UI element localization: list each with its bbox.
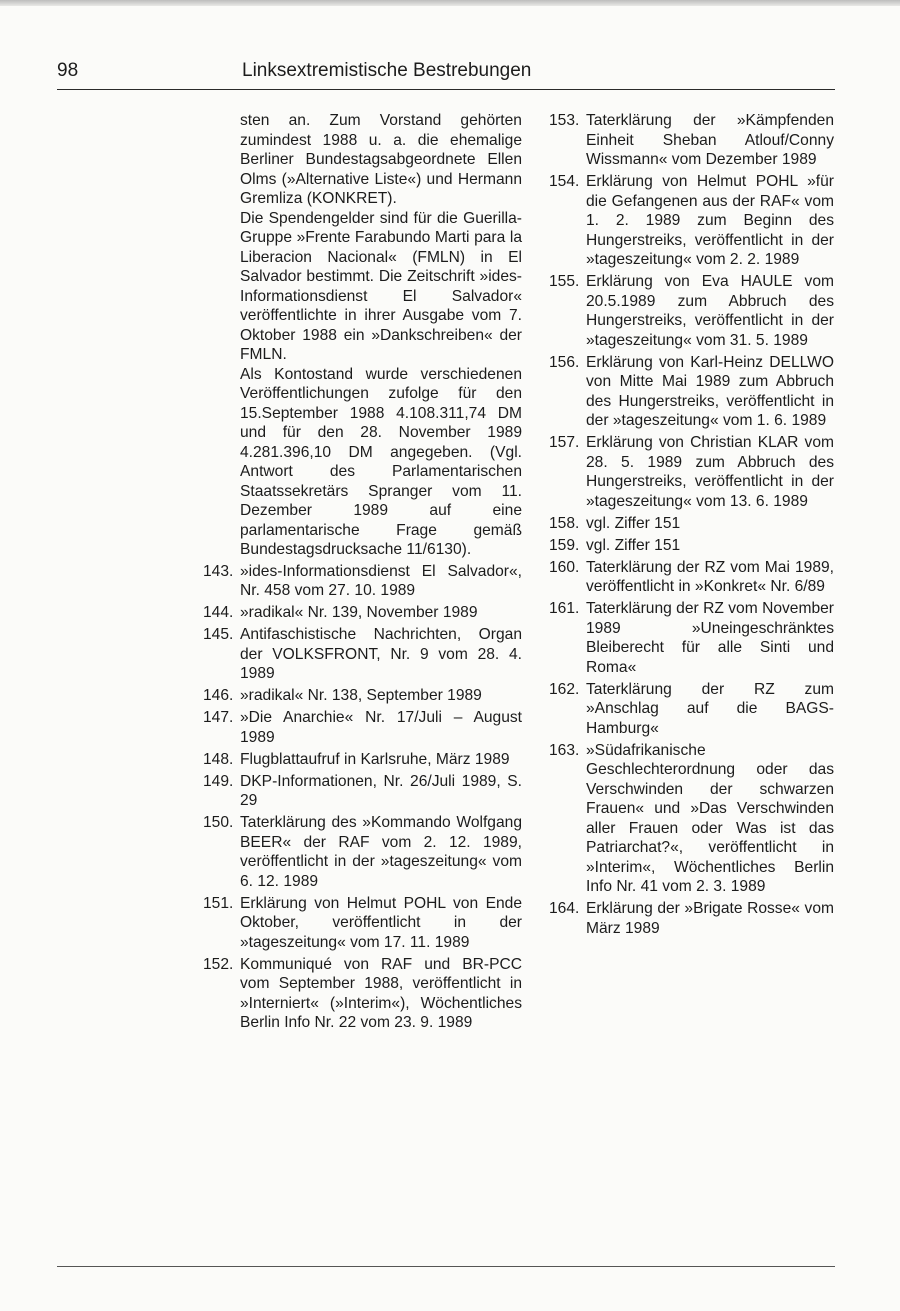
endnote-text: vgl. Ziffer 151 — [586, 536, 681, 554]
endnote-number: 145. — [203, 626, 234, 643]
endnote-text: Taterklärung der RZ vom November 1989 »Uneingeschränktes Bleiberecht für alle Sinti und Roma« — [586, 600, 834, 676]
endnote-number: 144. — [203, 604, 234, 621]
endnote-text: Taterklärung der RZ vom Mai 1989, veröffentlicht in »Konkret« Nr. 6/89 — [586, 558, 834, 595]
endnote — [549, 172, 834, 270]
running-title: Linksextremistische Bestrebungen — [242, 60, 532, 81]
notes-column-right — [549, 111, 834, 941]
endnote-number: 156. — [549, 353, 580, 371]
endnote-number: 163. — [549, 741, 580, 759]
endnote-text: Kommuniqué von RAF und BR-PCC vom September 1988, veröffentlicht in »Interniert« (»Interim«), Wöchentliches Berlin Info Nr. 22 vom 23. 9. 1989 — [240, 955, 522, 1031]
endnote-number: 158. — [549, 514, 580, 532]
endnote-text: vgl. Ziffer 151 — [586, 514, 681, 532]
endnote-text: DKP-Informationen, Nr. 26/Juli 1989, S. 29 — [240, 772, 522, 809]
endnote — [203, 603, 522, 623]
endnote-number: 151. — [203, 894, 234, 912]
endnote — [549, 514, 834, 534]
endnote — [549, 599, 834, 677]
endnote-number: 160. — [549, 558, 580, 576]
endnote-text: Erklärung von Helmut POHL »für die Gefangenen aus der RAF« vom 1. 2. 1989 zum Beginn des Hungerstreiks, veröffentlicht in der »tageszeitung« vom 2. 2. 1989 — [586, 173, 834, 268]
endnote-number: 157. — [549, 434, 580, 451]
endnote — [549, 536, 834, 556]
endnote-text: »Die Anarchie« Nr. 17/Juli – August 1989 — [240, 709, 522, 746]
endnote-number: 162. — [549, 680, 580, 698]
endnote-text: »ides-Informationsdienst El Salvador«, Nr. 458 vom 27. 10. 1989 — [240, 562, 522, 599]
endnote-number: 146. — [203, 687, 234, 704]
scan-edge — [0, 0, 900, 6]
endnote-number: 143. — [203, 562, 234, 580]
endnote — [549, 111, 834, 170]
endnote-text: Erklärung von Christian KLAR vom 28. 5. 1989 zum Abbruch des Hungerstreiks, veröffentlicht in der »tageszeitung« vom 13. 6. 1989 — [586, 434, 834, 510]
continuation-paragraph: sten an. Zum Vorstand gehörten zumindest 1988 u. a. die ehemalige Berliner Bundestagsabgeordnete Ellen Olms (»Alternative Liste«) und Hermann Gremliza (KONKRET). — [240, 112, 522, 207]
footer-rule — [57, 1266, 835, 1267]
continuation-paragraph: Die Spendengelder sind für die Guerilla-Gruppe »Frente Farabundo Marti para la Liberacion Nacional« (FMLN) in El Salvador bestimmt. Die Zeitschrift »ides-Informationsdienst El Salvador« veröffentlichte in ihrer Ausgabe vom 7. Oktober 1988 ein »Dankschreiben« der FMLN. — [240, 209, 522, 363]
endnote — [203, 894, 522, 953]
endnote-text: Flugblattaufruf in Karlsruhe, März 1989 — [240, 750, 510, 768]
notes-column-left — [203, 111, 522, 1035]
endnote — [549, 272, 834, 350]
endnote-number: 148. — [203, 750, 234, 768]
endnote — [203, 955, 522, 1033]
header-rule — [57, 89, 835, 90]
endnote-text: »radikal« Nr. 139, November 1989 — [240, 604, 478, 621]
endnote-number: 147. — [203, 709, 234, 726]
endnote-number: 155. — [549, 273, 580, 290]
endnote — [549, 433, 834, 511]
endnote-text: Erklärung von Eva HAULE vom 20.5.1989 zum Abbruch des Hungerstreiks, veröffentlicht in der »tageszeitung« vom 31. 5. 1989 — [586, 273, 834, 349]
page-number: 98 — [57, 60, 79, 81]
endnote-number: 149. — [203, 772, 234, 790]
endnote-number: 152. — [203, 955, 234, 973]
endnote-text: Taterklärung der RZ zum »Anschlag auf die BAGS-Hamburg« — [586, 680, 834, 737]
endnote-text: Erklärung von Karl-Heinz DELLWO von Mitte Mai 1989 zum Abbruch des Hungerstreiks, veröffentlicht in der »tageszeitung« vom 1. 6. 1989 — [586, 353, 834, 429]
endnote — [203, 772, 522, 811]
endnote — [203, 750, 522, 770]
endnote — [549, 899, 834, 938]
endnote — [549, 353, 834, 431]
continuation-paragraph: Als Kontostand wurde verschiedenen Veröffentlichungen zufolge für den 15.September 1988 4.108.311,74 DM und für den 28. November 1989 4.281.396,10 DM angegeben. (Vgl. Antwort des Parlamentarischen Staatssekretärs Spranger vom 11. Dezember 1989 auf eine parlamentarische Frage gemäß Bundestagsdrucksache 11/6130). — [240, 365, 522, 558]
endnote-text: Erklärung der »Brigate Rosse« vom März 1989 — [586, 900, 834, 937]
endnote — [203, 686, 522, 706]
endnote — [203, 625, 522, 684]
endnote — [549, 741, 834, 897]
endnote — [549, 680, 834, 739]
endnote — [203, 813, 522, 891]
page-header — [57, 58, 835, 92]
endnote-text: »radikal« Nr. 138, September 1989 — [240, 687, 482, 704]
endnote-text: Taterklärung der »Kämpfenden Einheit Sheban Atlouf/Conny Wissmann« vom Dezember 1989 — [586, 112, 834, 168]
endnote-number: 153. — [549, 112, 580, 129]
endnote-number: 159. — [549, 536, 580, 554]
endnote-number: 150. — [203, 814, 234, 831]
endnote-text: »Südafrikanische Geschlechterordnung oder das Verschwinden der schwarzen Frauen« und »Das Verschwinden aller Frauen oder Was ist das Patriarchat?«, veröffentlicht in »Interim«, Wöchentliches Berlin Info Nr. 41 vom 2. 3. 1989 — [586, 741, 834, 895]
endnote-text: Antifaschistische Nachrichten, Organ der VOLKSFRONT, Nr. 9 vom 28. 4. 1989 — [240, 626, 522, 682]
endnote-text: Erklärung von Helmut POHL von Ende Oktober, veröffentlicht in der »tageszeitung« vom 17. 11. 1989 — [240, 894, 522, 951]
endnote-number: 154. — [549, 173, 580, 190]
endnote — [549, 558, 834, 597]
endnote-number: 164. — [549, 900, 580, 917]
endnote — [203, 562, 522, 601]
endnote-text: Taterklärung des »Kommando Wolfgang BEER« der RAF vom 2. 12. 1989, veröffentlicht in der »tageszeitung« vom 6. 12. 1989 — [240, 814, 522, 890]
endnote-number: 161. — [549, 600, 580, 617]
endnote — [203, 708, 522, 747]
